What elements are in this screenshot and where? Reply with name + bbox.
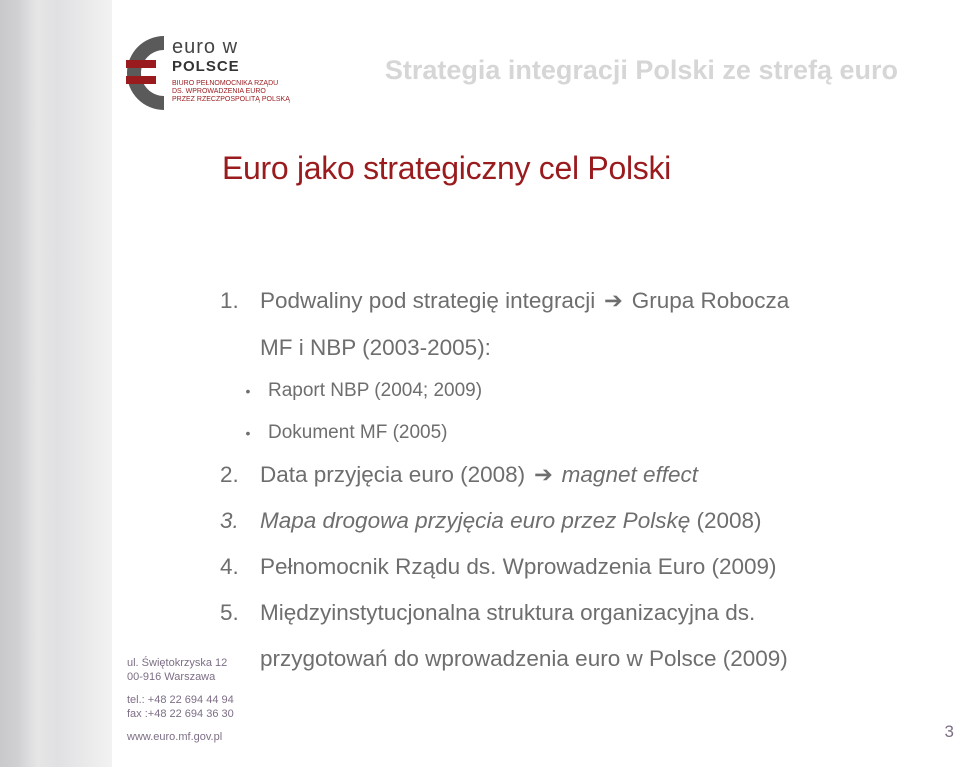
header-title: Strategia integracji Polski ze strefą euro bbox=[384, 55, 898, 85]
list-item-1-continued: MF i NBP (2003-2005): bbox=[260, 335, 491, 360]
item-text: Międzyinstytucjonalna struktura organizacyjna ds. bbox=[260, 600, 756, 625]
euro-logo-icon bbox=[120, 30, 172, 116]
item-italic-text: Mapa drogowa przyjęcia euro przez Polskę bbox=[260, 508, 691, 533]
arrow-icon: ➔ bbox=[533, 462, 553, 487]
item-text: Podwaliny pod strategię integracji bbox=[260, 288, 596, 313]
footer-tel: tel.: +48 22 694 44 94 bbox=[127, 694, 234, 706]
page-number: 3 bbox=[944, 722, 954, 741]
footer-address bbox=[127, 656, 227, 684]
item-number: 4. bbox=[220, 554, 239, 579]
logo-line1: euro w bbox=[172, 36, 239, 58]
item-number: 2. bbox=[220, 462, 239, 487]
bullet-icon: • bbox=[245, 425, 251, 441]
footer-fax: fax :+48 22 694 36 30 bbox=[127, 708, 234, 720]
sub-list-item bbox=[228, 376, 482, 406]
footer-address-line1: ul. Świętokrzyska 12 bbox=[127, 657, 228, 669]
footer-address-line2: 00-916 Warszawa bbox=[127, 671, 216, 683]
slide-title: Euro jako strategiczny cel Polski bbox=[222, 150, 671, 186]
logo-line2: POLSCE bbox=[172, 58, 240, 75]
item-text: Pełnomocnik Rządu ds. Wprowadzenia Euro (2009) bbox=[260, 554, 777, 579]
sub-item-text: Dokument MF (2005) bbox=[268, 422, 448, 444]
sub-list-item bbox=[228, 418, 448, 448]
bullet-icon: • bbox=[245, 383, 251, 399]
logo-sub2: DS. WPROWADZENIA EURO bbox=[172, 88, 266, 95]
list-item-4 bbox=[220, 552, 777, 582]
item-text: Grupa Robocza bbox=[631, 288, 790, 313]
item-italic-text: magnet effect bbox=[561, 462, 699, 487]
logo-sub1: BIURO PEŁNOMOCNIKA RZĄDU bbox=[172, 80, 279, 87]
list-item-1 bbox=[220, 286, 789, 316]
list-item-3 bbox=[220, 506, 762, 536]
left-decorative-band bbox=[0, 0, 112, 767]
footer-contact bbox=[127, 693, 234, 721]
list-item-5 bbox=[220, 598, 755, 628]
logo-sub3: PRZEZ RZECZPOSPOLITĄ POLSKĄ bbox=[172, 96, 290, 103]
band-highlight bbox=[18, 0, 58, 767]
arrow-icon: ➔ bbox=[604, 288, 623, 313]
sub-item-text: Raport NBP (2004; 2009) bbox=[268, 380, 483, 402]
item-number: 5. bbox=[220, 600, 239, 625]
website-link[interactable]: www.euro.mf.gov.pl bbox=[127, 731, 223, 743]
footer-website bbox=[127, 730, 222, 744]
item-number: 3. bbox=[220, 508, 239, 533]
logo bbox=[120, 30, 295, 116]
list-item-2 bbox=[220, 460, 698, 490]
item-text: Data przyjęcia euro (2008) bbox=[260, 462, 526, 487]
item-number: 1. bbox=[220, 288, 239, 313]
list-item-5-continued: przygotowań do wprowadzenia euro w Polsce (2009) bbox=[260, 646, 788, 671]
item-text: (2008) bbox=[696, 508, 762, 533]
logo-subtitle bbox=[172, 80, 290, 104]
